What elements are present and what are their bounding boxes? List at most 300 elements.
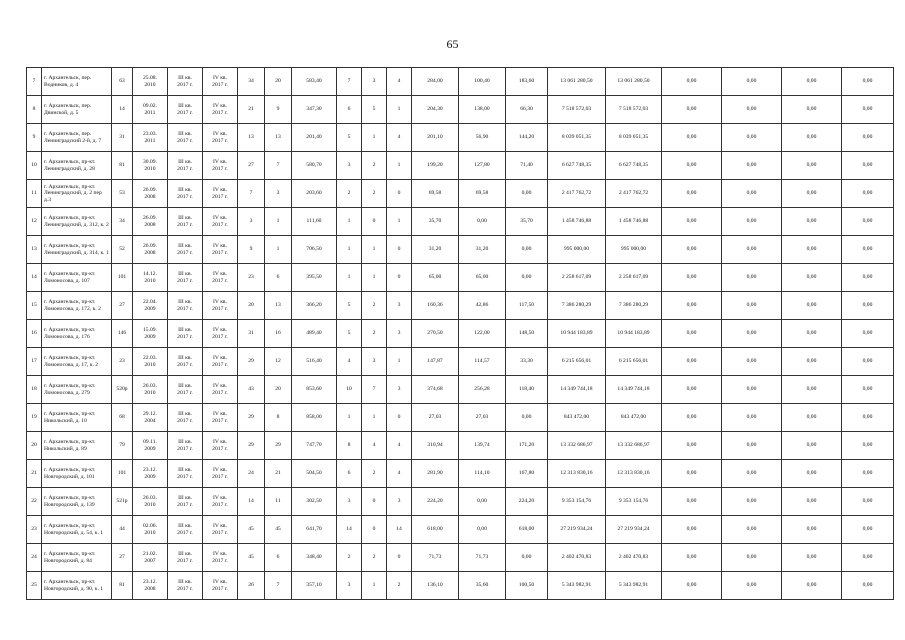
cell-area-owned: 0,00 bbox=[459, 208, 506, 236]
cell-area-relocated: 270,50 bbox=[412, 320, 459, 348]
cell-residents-relocated: 29 bbox=[265, 432, 292, 460]
cell-area-relocated: 310,94 bbox=[412, 432, 459, 460]
cell-area-municipal: 618,00 bbox=[506, 516, 548, 544]
cell-rooms-owned: 2 bbox=[362, 320, 387, 348]
cell-area-municipal: 167,80 bbox=[506, 460, 548, 488]
cell-cost-extra: 0,00 bbox=[842, 516, 894, 544]
cell-area-total: 302,50 bbox=[292, 488, 337, 516]
cell-row-number: 24 bbox=[27, 544, 42, 572]
cell-cost-total: 10 944 183,89 bbox=[548, 320, 606, 348]
cell-row-number: 15 bbox=[27, 292, 42, 320]
cell-doc-date: 02.06. 2010 bbox=[133, 516, 168, 544]
cell-area-relocated: 618,00 bbox=[412, 516, 459, 544]
cell-cost-total: 12 313 830,16 bbox=[548, 460, 606, 488]
cell-doc-number: 63 bbox=[112, 68, 133, 96]
cell-relocation-end: IV кв. 2017 г. bbox=[203, 516, 238, 544]
cell-doc-number: 52 bbox=[112, 236, 133, 264]
cell-cost-other: 0,00 bbox=[782, 348, 842, 376]
cell-area-municipal: 224,20 bbox=[506, 488, 548, 516]
cell-address: г. Архангельск, пр-кт. Новгородский, д. 101 bbox=[42, 460, 112, 488]
cell-address: г. Архангельск, пр-кт. Новгородский, д. 90, к. 1 bbox=[42, 572, 112, 600]
cell-area-relocated: 65,00 bbox=[412, 264, 459, 292]
cell-relocation-start: III кв. 2017 г. bbox=[168, 376, 203, 404]
cell-area-relocated: 35,70 bbox=[412, 208, 459, 236]
cell-cost-total: 2 402 470,83 bbox=[548, 544, 606, 572]
cell-relocation-end: IV кв. 2017 г. bbox=[203, 264, 238, 292]
cell-rooms-municipal: 3 bbox=[387, 488, 412, 516]
cell-cost-extra: 0,00 bbox=[842, 68, 894, 96]
cell-relocation-end: IV кв. 2017 г. bbox=[203, 320, 238, 348]
cell-residents-total: 9 bbox=[238, 236, 265, 264]
cell-cost-extra: 0,00 bbox=[842, 292, 894, 320]
cell-doc-number: 68 bbox=[112, 404, 133, 432]
cell-area-total: 580,70 bbox=[292, 152, 337, 180]
cell-area-total: 347,30 bbox=[292, 96, 337, 124]
cell-row-number: 25 bbox=[27, 572, 42, 600]
cell-doc-date: 30.09. 2010 bbox=[133, 152, 168, 180]
cell-relocation-end: IV кв. 2017 г. bbox=[203, 432, 238, 460]
cell-cost-other: 0,00 bbox=[782, 68, 842, 96]
table-row bbox=[27, 124, 894, 152]
cell-residents-total: 43 bbox=[238, 376, 265, 404]
cell-relocation-start: III кв. 2017 г. bbox=[168, 432, 203, 460]
cell-area-municipal: 171,20 bbox=[506, 432, 548, 460]
cell-rooms-municipal: 4 bbox=[387, 68, 412, 96]
cell-cost-region: 0,00 bbox=[662, 404, 722, 432]
cell-address: г. Архангельск, пр-кт. Ленинградский, д. 314, к. 1 bbox=[42, 236, 112, 264]
cell-doc-number: 81 bbox=[112, 572, 133, 600]
cell-cost-fund: 27 219 934,24 bbox=[606, 516, 662, 544]
cell-area-relocated: 147,87 bbox=[412, 348, 459, 376]
cell-cost-fund: 10 944 183,89 bbox=[606, 320, 662, 348]
cell-row-number: 8 bbox=[27, 96, 42, 124]
table-row bbox=[27, 544, 894, 572]
cell-cost-region: 0,00 bbox=[662, 348, 722, 376]
cell-cost-region: 0,00 bbox=[662, 96, 722, 124]
cell-cost-other: 0,00 bbox=[782, 320, 842, 348]
cell-rooms-total: 10 bbox=[337, 376, 362, 404]
cell-cost-region: 0,00 bbox=[662, 376, 722, 404]
cell-rooms-total: 2 bbox=[337, 544, 362, 572]
cell-area-total: 516,40 bbox=[292, 348, 337, 376]
cell-rooms-owned: 1 bbox=[362, 236, 387, 264]
cell-cost-extra: 0,00 bbox=[842, 152, 894, 180]
cell-cost-local: 0,00 bbox=[722, 180, 782, 208]
cell-area-owned: 139,74 bbox=[459, 432, 506, 460]
cell-relocation-end: IV кв. 2017 г. bbox=[203, 292, 238, 320]
cell-area-relocated: 281,90 bbox=[412, 460, 459, 488]
cell-relocation-end: IV кв. 2017 г. bbox=[203, 208, 238, 236]
cell-rooms-municipal: 4 bbox=[387, 432, 412, 460]
cell-area-municipal: 0,00 bbox=[506, 404, 548, 432]
cell-residents-relocated: 1 bbox=[265, 208, 292, 236]
cell-residents-total: 7 bbox=[238, 180, 265, 208]
cell-residents-total: 20 bbox=[238, 292, 265, 320]
cell-doc-date: 14.12. 2010 bbox=[133, 264, 168, 292]
cell-residents-relocated: 21 bbox=[265, 460, 292, 488]
cell-rooms-municipal: 1 bbox=[387, 96, 412, 124]
cell-residents-total: 21 bbox=[238, 96, 265, 124]
cell-cost-region: 0,00 bbox=[662, 208, 722, 236]
cell-rooms-owned: 3 bbox=[362, 68, 387, 96]
cell-residents-relocated: 1 bbox=[265, 236, 292, 264]
cell-cost-other: 0,00 bbox=[782, 572, 842, 600]
cell-cost-other: 0,00 bbox=[782, 264, 842, 292]
cell-area-owned: 31,20 bbox=[459, 236, 506, 264]
cell-area-relocated: 71,73 bbox=[412, 544, 459, 572]
cell-area-relocated: 224,20 bbox=[412, 488, 459, 516]
cell-doc-date: 09.02. 2011 bbox=[133, 96, 168, 124]
cell-area-relocated: 201,10 bbox=[412, 124, 459, 152]
cell-cost-local: 0,00 bbox=[722, 404, 782, 432]
cell-cost-fund: 1 458 746,88 bbox=[606, 208, 662, 236]
cell-doc-number: 81 bbox=[112, 152, 133, 180]
cell-cost-total: 13 332 686,97 bbox=[548, 432, 606, 460]
cell-cost-extra: 0,00 bbox=[842, 572, 894, 600]
cell-address: г. Архангельск, пр-кт. Никольский, д. 10 bbox=[42, 404, 112, 432]
cell-cost-other: 0,00 bbox=[782, 124, 842, 152]
table-row bbox=[27, 572, 894, 600]
cell-residents-total: 29 bbox=[238, 432, 265, 460]
cell-row-number: 14 bbox=[27, 264, 42, 292]
cell-residents-relocated: 8 bbox=[265, 404, 292, 432]
cell-cost-extra: 0,00 bbox=[842, 180, 894, 208]
cell-residents-total: 24 bbox=[238, 460, 265, 488]
cell-doc-number: 520р bbox=[112, 376, 133, 404]
cell-residents-relocated: 9 bbox=[265, 96, 292, 124]
cell-cost-other: 0,00 bbox=[782, 236, 842, 264]
cell-cost-local: 0,00 bbox=[722, 152, 782, 180]
cell-cost-other: 0,00 bbox=[782, 208, 842, 236]
cell-cost-local: 0,00 bbox=[722, 432, 782, 460]
cell-row-number: 9 bbox=[27, 124, 42, 152]
cell-area-owned: 65,00 bbox=[459, 264, 506, 292]
cell-residents-relocated: 3 bbox=[265, 180, 292, 208]
cell-relocation-end: IV кв. 2017 г. bbox=[203, 96, 238, 124]
cell-area-municipal: 148,50 bbox=[506, 320, 548, 348]
cell-relocation-end: IV кв. 2017 г. bbox=[203, 488, 238, 516]
cell-area-total: 203,60 bbox=[292, 180, 337, 208]
cell-rooms-total: 1 bbox=[337, 264, 362, 292]
cell-cost-local: 0,00 bbox=[722, 544, 782, 572]
cell-rooms-owned: 2 bbox=[362, 544, 387, 572]
cell-residents-relocated: 13 bbox=[265, 292, 292, 320]
cell-relocation-start: III кв. 2017 г. bbox=[168, 516, 203, 544]
cell-residents-total: 29 bbox=[238, 404, 265, 432]
cell-cost-total: 2 258 617,09 bbox=[548, 264, 606, 292]
cell-cost-other: 0,00 bbox=[782, 544, 842, 572]
cell-cost-fund: 2 417 762,72 bbox=[606, 180, 662, 208]
cell-relocation-start: III кв. 2017 г. bbox=[168, 460, 203, 488]
cell-cost-local: 0,00 bbox=[722, 96, 782, 124]
cell-cost-fund: 2 258 617,09 bbox=[606, 264, 662, 292]
cell-cost-other: 0,00 bbox=[782, 292, 842, 320]
cell-rooms-total: 2 bbox=[337, 180, 362, 208]
cell-address: г. Архангельск, пер. Водников, д. 4 bbox=[42, 68, 112, 96]
cell-relocation-end: IV кв. 2017 г. bbox=[203, 152, 238, 180]
cell-residents-relocated: 11 bbox=[265, 488, 292, 516]
cell-area-municipal: 0,00 bbox=[506, 180, 548, 208]
cell-relocation-start: III кв. 2017 г. bbox=[168, 292, 203, 320]
cell-address: г. Архангельск, пер. Двинской, д. 5 bbox=[42, 96, 112, 124]
cell-rooms-municipal: 4 bbox=[387, 460, 412, 488]
cell-cost-fund: 14 349 744,18 bbox=[606, 376, 662, 404]
cell-cost-other: 0,00 bbox=[782, 152, 842, 180]
cell-rooms-owned: 2 bbox=[362, 292, 387, 320]
cell-relocation-end: IV кв. 2017 г. bbox=[203, 124, 238, 152]
cell-residents-total: 45 bbox=[238, 516, 265, 544]
cell-area-owned: 42,86 bbox=[459, 292, 506, 320]
cell-doc-number: 27 bbox=[112, 544, 133, 572]
cell-doc-date: 23.03. 2011 bbox=[133, 124, 168, 152]
cell-cost-local: 0,00 bbox=[722, 292, 782, 320]
cell-rooms-owned: 3 bbox=[362, 348, 387, 376]
cell-area-municipal: 100,50 bbox=[506, 572, 548, 600]
cell-relocation-end: IV кв. 2017 г. bbox=[203, 404, 238, 432]
cell-relocation-start: III кв. 2017 г. bbox=[168, 572, 203, 600]
cell-cost-extra: 0,00 bbox=[842, 376, 894, 404]
cell-row-number: 17 bbox=[27, 348, 42, 376]
cell-residents-relocated: 13 bbox=[265, 124, 292, 152]
cell-rooms-municipal: 4 bbox=[387, 124, 412, 152]
cell-cost-extra: 0,00 bbox=[842, 96, 894, 124]
cell-cost-total: 14 349 744,18 bbox=[548, 376, 606, 404]
cell-cost-region: 0,00 bbox=[662, 236, 722, 264]
cell-doc-number: 53 bbox=[112, 180, 133, 208]
cell-cost-total: 7 386 280,29 bbox=[548, 292, 606, 320]
cell-cost-region: 0,00 bbox=[662, 180, 722, 208]
cell-residents-relocated: 45 bbox=[265, 516, 292, 544]
cell-area-relocated: 27,03 bbox=[412, 404, 459, 432]
cell-rooms-total: 6 bbox=[337, 96, 362, 124]
cell-cost-other: 0,00 bbox=[782, 376, 842, 404]
cell-area-owned: 100,40 bbox=[459, 68, 506, 96]
cell-area-municipal: 66,30 bbox=[506, 96, 548, 124]
cell-cost-other: 0,00 bbox=[782, 460, 842, 488]
cell-cost-fund: 843 472,00 bbox=[606, 404, 662, 432]
cell-cost-total: 1 458 746,88 bbox=[548, 208, 606, 236]
table-row bbox=[27, 96, 894, 124]
table-row bbox=[27, 516, 894, 544]
cell-cost-other: 0,00 bbox=[782, 488, 842, 516]
cell-rooms-total: 4 bbox=[337, 348, 362, 376]
cell-doc-date: 26.03. 2010 bbox=[133, 488, 168, 516]
cell-cost-region: 0,00 bbox=[662, 544, 722, 572]
cell-area-owned: 114,10 bbox=[459, 460, 506, 488]
table-row bbox=[27, 236, 894, 264]
cell-cost-extra: 0,00 bbox=[842, 320, 894, 348]
cell-rooms-municipal: 0 bbox=[387, 404, 412, 432]
cell-residents-relocated: 6 bbox=[265, 544, 292, 572]
cell-cost-total: 27 219 934,24 bbox=[548, 516, 606, 544]
cell-cost-fund: 13 332 686,97 bbox=[606, 432, 662, 460]
cell-address: г. Архангельск, пр-кт. Ленинградский, д. 28 bbox=[42, 152, 112, 180]
cell-cost-other: 0,00 bbox=[782, 404, 842, 432]
cell-row-number: 13 bbox=[27, 236, 42, 264]
table-row bbox=[27, 460, 894, 488]
cell-cost-extra: 0,00 bbox=[842, 348, 894, 376]
cell-doc-date: 23.12. 2009 bbox=[133, 460, 168, 488]
cell-rooms-total: 5 bbox=[337, 320, 362, 348]
cell-address: г. Архангельск, пер. Ленинградский 2-й, д. 7 bbox=[42, 124, 112, 152]
table-row bbox=[27, 152, 894, 180]
cell-area-relocated: 204,30 bbox=[412, 96, 459, 124]
cell-relocation-end: IV кв. 2017 г. bbox=[203, 180, 238, 208]
cell-relocation-start: III кв. 2017 г. bbox=[168, 208, 203, 236]
cell-doc-date: 22.03. 2010 bbox=[133, 348, 168, 376]
cell-cost-local: 0,00 bbox=[722, 572, 782, 600]
cell-residents-total: 13 bbox=[238, 124, 265, 152]
cell-area-total: 357,10 bbox=[292, 572, 337, 600]
cell-area-owned: 256,28 bbox=[459, 376, 506, 404]
cell-area-total: 366,20 bbox=[292, 292, 337, 320]
cell-area-municipal: 144,20 bbox=[506, 124, 548, 152]
cell-relocation-start: III кв. 2017 г. bbox=[168, 348, 203, 376]
cell-cost-total: 8 039 051,35 bbox=[548, 124, 606, 152]
cell-area-owned: 56,90 bbox=[459, 124, 506, 152]
cell-rooms-total: 3 bbox=[337, 152, 362, 180]
cell-cost-local: 0,00 bbox=[722, 68, 782, 96]
table-row bbox=[27, 264, 894, 292]
cell-address: г. Архангельск, пр-кт. Ленинградский, д. 2 пер д.3 bbox=[42, 180, 112, 208]
cell-doc-number: 146 bbox=[112, 320, 133, 348]
cell-cost-extra: 0,00 bbox=[842, 264, 894, 292]
cell-cost-fund: 5 343 982,91 bbox=[606, 572, 662, 600]
cell-cost-local: 0,00 bbox=[722, 264, 782, 292]
cell-residents-total: 3 bbox=[238, 208, 265, 236]
cell-cost-total: 6 627 748,35 bbox=[548, 152, 606, 180]
cell-rooms-owned: 1 bbox=[362, 404, 387, 432]
cell-cost-region: 0,00 bbox=[662, 292, 722, 320]
cell-cost-extra: 0,00 bbox=[842, 544, 894, 572]
cell-residents-total: 29 bbox=[238, 348, 265, 376]
cell-doc-date: 26.03. 2010 bbox=[133, 376, 168, 404]
cell-doc-date: 29.12. 2004 bbox=[133, 404, 168, 432]
cell-relocation-start: III кв. 2017 г. bbox=[168, 124, 203, 152]
cell-rooms-owned: 1 bbox=[362, 572, 387, 600]
cell-area-total: 489,40 bbox=[292, 320, 337, 348]
cell-cost-region: 0,00 bbox=[662, 320, 722, 348]
cell-area-total: 583,40 bbox=[292, 68, 337, 96]
cell-cost-total: 2 417 762,72 bbox=[548, 180, 606, 208]
cell-rooms-total: 3 bbox=[337, 572, 362, 600]
cell-area-relocated: 31,20 bbox=[412, 236, 459, 264]
cell-rooms-owned: 1 bbox=[362, 264, 387, 292]
cell-row-number: 10 bbox=[27, 152, 42, 180]
cell-area-total: 111,60 bbox=[292, 208, 337, 236]
cell-cost-local: 0,00 bbox=[722, 236, 782, 264]
cell-area-total: 858,00 bbox=[292, 404, 337, 432]
cell-doc-number: 27 bbox=[112, 292, 133, 320]
cell-doc-number: 79 bbox=[112, 432, 133, 460]
cell-relocation-end: IV кв. 2017 г. bbox=[203, 572, 238, 600]
cell-relocation-start: III кв. 2017 г. bbox=[168, 320, 203, 348]
cell-area-owned: 127,80 bbox=[459, 152, 506, 180]
table-row bbox=[27, 208, 894, 236]
cell-cost-region: 0,00 bbox=[662, 460, 722, 488]
cell-rooms-total: 1 bbox=[337, 208, 362, 236]
cell-relocation-start: III кв. 2017 г. bbox=[168, 68, 203, 96]
cell-cost-region: 0,00 bbox=[662, 152, 722, 180]
cell-area-relocated: 136,10 bbox=[412, 572, 459, 600]
cell-cost-other: 0,00 bbox=[782, 96, 842, 124]
cell-area-relocated: 199,20 bbox=[412, 152, 459, 180]
cell-rooms-total: 7 bbox=[337, 68, 362, 96]
cell-cost-local: 0,00 bbox=[722, 348, 782, 376]
cell-relocation-start: III кв. 2017 г. bbox=[168, 236, 203, 264]
cell-doc-date: 15.09. 2009 bbox=[133, 320, 168, 348]
cell-cost-total: 7 518 572,03 bbox=[548, 96, 606, 124]
cell-row-number: 20 bbox=[27, 432, 42, 460]
cell-relocation-start: III кв. 2017 г. bbox=[168, 544, 203, 572]
cell-rooms-total: 1 bbox=[337, 236, 362, 264]
cell-relocation-start: III кв. 2017 г. bbox=[168, 180, 203, 208]
cell-area-municipal: 35,70 bbox=[506, 208, 548, 236]
cell-relocation-start: III кв. 2017 г. bbox=[168, 152, 203, 180]
cell-cost-region: 0,00 bbox=[662, 264, 722, 292]
cell-cost-fund: 7 386 280,29 bbox=[606, 292, 662, 320]
cell-area-owned: 138,00 bbox=[459, 96, 506, 124]
cell-address: г. Архангельск, пр-кт. Новгородский, д. 84 bbox=[42, 544, 112, 572]
cell-cost-total: 13 061 280,50 bbox=[548, 68, 606, 96]
cell-cost-fund: 8 039 051,35 bbox=[606, 124, 662, 152]
cell-residents-total: 14 bbox=[238, 488, 265, 516]
cell-cost-extra: 0,00 bbox=[842, 236, 894, 264]
cell-doc-number: 31 bbox=[112, 124, 133, 152]
cell-rooms-owned: 0 bbox=[362, 516, 387, 544]
cell-row-number: 23 bbox=[27, 516, 42, 544]
cell-rooms-municipal: 14 bbox=[387, 516, 412, 544]
cell-relocation-end: IV кв. 2017 г. bbox=[203, 68, 238, 96]
cell-doc-number: 34 bbox=[112, 208, 133, 236]
cell-doc-date: 09.11. 2009 bbox=[133, 432, 168, 460]
cell-row-number: 16 bbox=[27, 320, 42, 348]
cell-row-number: 19 bbox=[27, 404, 42, 432]
cell-area-relocated: 69,58 bbox=[412, 180, 459, 208]
cell-cost-fund: 6 627 748,35 bbox=[606, 152, 662, 180]
cell-cost-local: 0,00 bbox=[722, 460, 782, 488]
cell-address: г. Архангельск, пр-кт. Ломоносова, д. 17, к. 2 bbox=[42, 348, 112, 376]
housing-table bbox=[26, 67, 894, 600]
cell-residents-relocated: 20 bbox=[265, 68, 292, 96]
cell-cost-extra: 0,00 bbox=[842, 208, 894, 236]
cell-area-owned: 35,60 bbox=[459, 572, 506, 600]
page-number: 65 bbox=[446, 37, 459, 51]
cell-area-relocated: 374,68 bbox=[412, 376, 459, 404]
cell-rooms-total: 5 bbox=[337, 292, 362, 320]
table-row bbox=[27, 488, 894, 516]
cell-cost-total: 6 215 656,01 bbox=[548, 348, 606, 376]
cell-area-relocated: 160,36 bbox=[412, 292, 459, 320]
table-row bbox=[27, 292, 894, 320]
cell-rooms-municipal: 3 bbox=[387, 292, 412, 320]
cell-residents-total: 34 bbox=[238, 68, 265, 96]
cell-rooms-municipal: 3 bbox=[387, 320, 412, 348]
cell-relocation-start: III кв. 2017 г. bbox=[168, 488, 203, 516]
cell-row-number: 21 bbox=[27, 460, 42, 488]
cell-area-total: 747,70 bbox=[292, 432, 337, 460]
cell-cost-fund: 6 215 656,01 bbox=[606, 348, 662, 376]
cell-rooms-owned: 2 bbox=[362, 180, 387, 208]
cell-cost-total: 843 472,00 bbox=[548, 404, 606, 432]
cell-rooms-total: 3 bbox=[337, 488, 362, 516]
cell-area-owned: 122,00 bbox=[459, 320, 506, 348]
cell-area-municipal: 183,60 bbox=[506, 68, 548, 96]
cell-rooms-owned: 0 bbox=[362, 208, 387, 236]
cell-row-number: 18 bbox=[27, 376, 42, 404]
cell-area-municipal: 0,00 bbox=[506, 544, 548, 572]
cell-cost-fund: 7 518 572,03 bbox=[606, 96, 662, 124]
